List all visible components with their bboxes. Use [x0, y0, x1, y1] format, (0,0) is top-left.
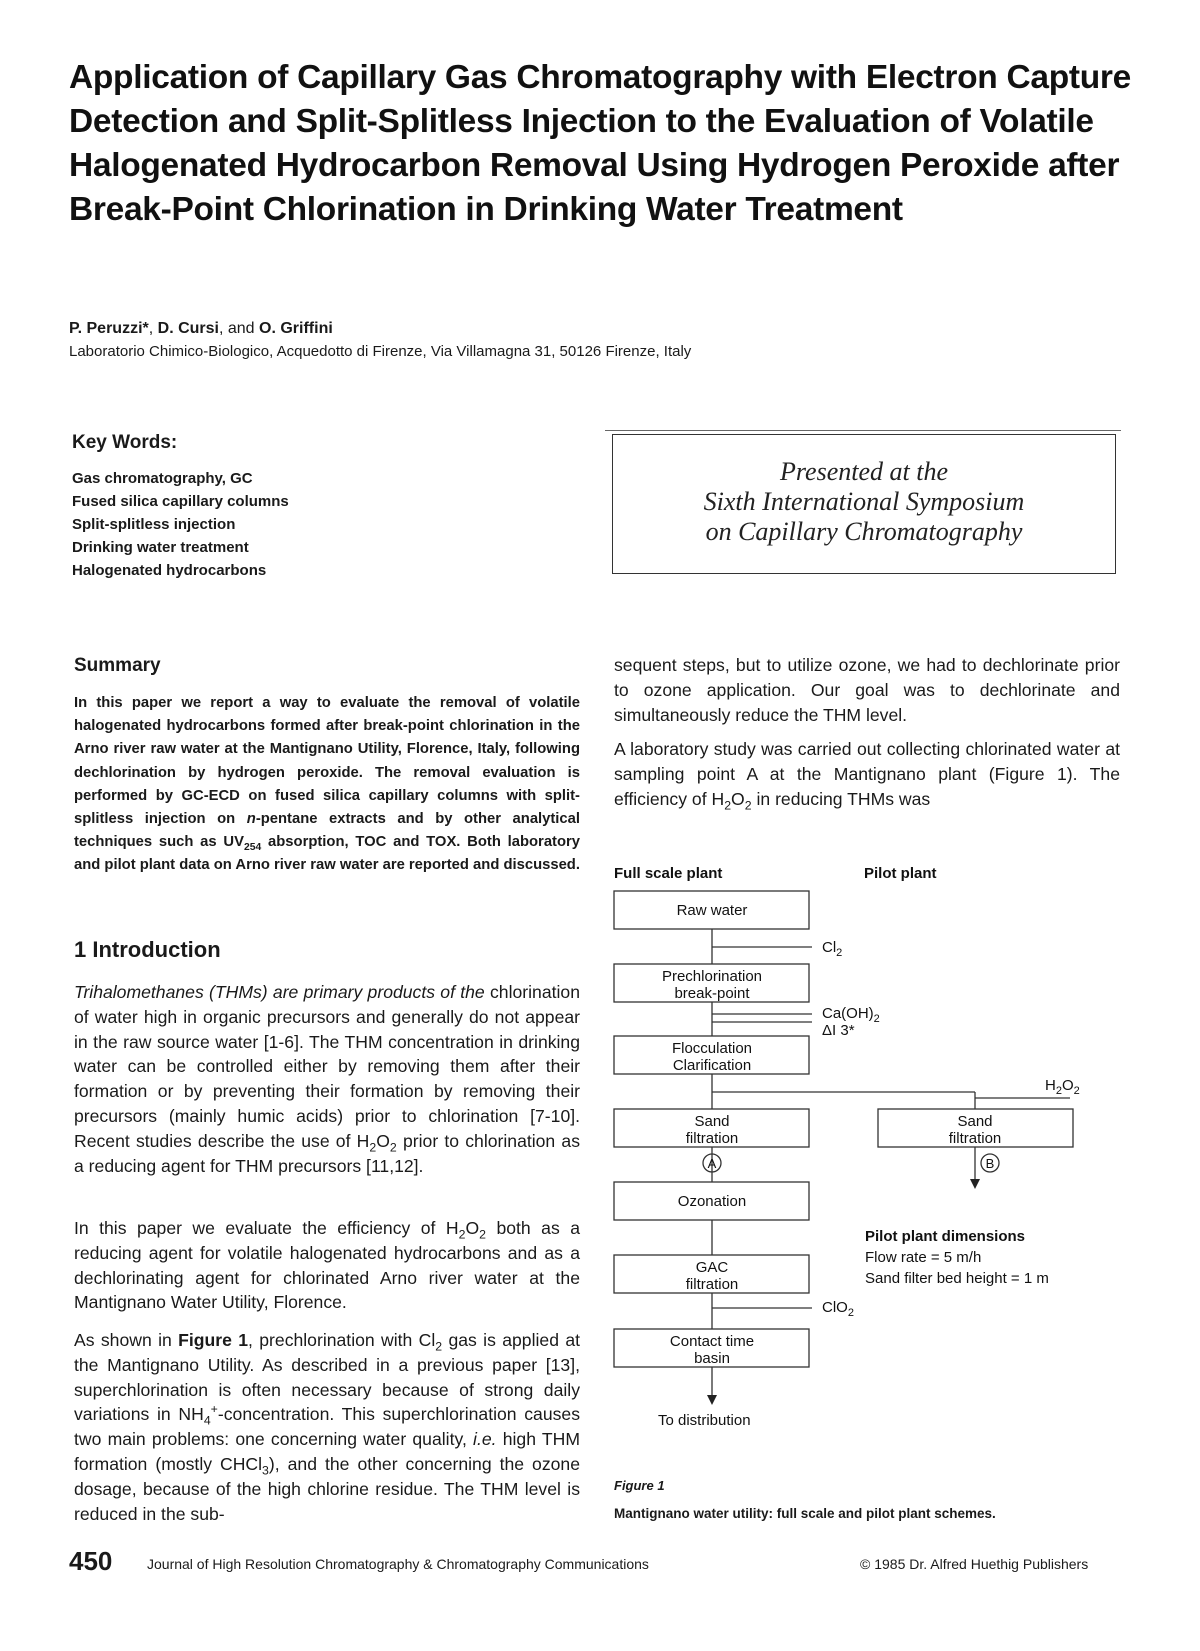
label-pilot-sand-2: filtration	[948, 1130, 1002, 1147]
keyword-item: Split-splitless injection	[72, 516, 236, 533]
intro-paragraph-1	[74, 980, 580, 1178]
subscript: 4	[203, 1413, 211, 1428]
journal-name: Journal of High Resolution Chromatography & Chromatography Communications	[147, 1556, 649, 1572]
keyword-item: Drinking water treatment	[72, 539, 249, 556]
author-sep-2: , and	[218, 320, 260, 337]
label-prechlor-1: Prechlorination	[661, 968, 763, 985]
author-3: O. Griffini	[259, 320, 333, 337]
label-raw-water: Raw water	[676, 902, 748, 919]
intro-italic: Trihalomethanes (THMs) are primary products of the	[74, 982, 485, 1002]
figure-1-diagram	[600, 850, 1200, 1530]
label-sand-2: filtration	[685, 1130, 739, 1147]
reagent-clo2: ClO$_2$	[822, 1299, 854, 1319]
summary-italic-n: n	[246, 811, 256, 828]
subscript: 2	[435, 1339, 443, 1354]
label-contact-2: basin	[694, 1350, 730, 1367]
column-full-scale: Full scale plant	[614, 865, 723, 882]
intro-paragraph-2	[74, 1216, 580, 1315]
label-gac-1: GAC	[695, 1259, 729, 1276]
label-pilot-sand-1: Sand	[957, 1113, 993, 1130]
text-run: high THM formation (mostly CHCl	[74, 1429, 580, 1474]
keyword-item: Fused silica capillary columns	[72, 493, 289, 510]
keyword-item: Halogenated hydrocarbons	[72, 562, 267, 579]
presented-line-1: Presented at the	[780, 457, 948, 486]
pilot-dims-bed: Sand filter bed height = 1 m	[865, 1270, 1049, 1287]
presented-box	[612, 434, 1116, 574]
pilot-dims-heading: Pilot plant dimensions	[865, 1228, 1026, 1245]
summary-text	[74, 692, 580, 878]
page-number: 450	[69, 1546, 113, 1576]
paper-title: Application of Capillary Gas Chromatography with Electron Capture Detection and Split-Splitless Injection to the Evaluation of Volatile Halogenated Hydrocarbon Removal Using Hydrogen Peroxide after Break-Point Chlorination in Drinking Water Treatment	[69, 59, 1131, 228]
text-run: In this paper we evaluate the efficiency of H	[74, 1218, 459, 1238]
summary-part: absorption, TOC and TOX. Both laboratory and pilot plant data on Arno river raw water are reported and discussed.	[74, 834, 581, 874]
figure-reference: Figure 1	[178, 1330, 249, 1350]
text-run: As shown in	[74, 1330, 179, 1350]
text-run: i.e.	[473, 1429, 497, 1450]
reagent-al: ΔI 3*	[822, 1022, 855, 1039]
label-ozonation: Ozonation	[677, 1193, 747, 1210]
text-run: -concentration. This superchlorination causes two main problems: one concerning water quality,	[74, 1404, 580, 1450]
copyright: © 1985 Dr. Alfred Huethig Publishers	[860, 1556, 1089, 1572]
subscript: 2	[744, 798, 752, 813]
reagent-cl2: $Cl_2$	[822, 939, 843, 959]
authors	[69, 320, 333, 338]
text-run: A laboratory study was carried out collecting chlorinated water at sampling point A at the Mantignano plant (Figure 1). The efficiency of H	[614, 739, 1120, 809]
text-run: O	[376, 1130, 390, 1151]
text-run: O	[465, 1218, 480, 1238]
author-2: D. Cursi	[157, 320, 219, 337]
affiliation: Laboratorio Chimico-Biologico, Acquedotto di Firenze, Via Villamagna 31, 50126 Firenze, Italy	[69, 343, 692, 360]
subscript: 3	[262, 1463, 269, 1478]
subscript: 2	[369, 1140, 377, 1155]
summary-part: In this paper we report a way to evaluate the removal of volatile halogenated hydrocarbons formed after break-point chlorination in the Arno river raw water at the Mantignano Utility, Florence, Italy, following dechlorination by hydrogen peroxide. The removal evaluation is performed by GC-ECD on fused silica capillary columns with split-splitless injection on	[74, 695, 580, 828]
pilot-dims-flow: Flow rate = 5 m/h	[865, 1249, 982, 1266]
label-gac-2: filtration	[685, 1276, 739, 1293]
text-run: gas is applied at the Mantignano Utility. As described in a previous paper [13], superchlorination is often necessary because of strong daily variations in NH	[74, 1330, 580, 1425]
subscript: 2	[724, 798, 732, 813]
text-run: in reducing THMs was	[751, 788, 931, 809]
reagent-caoh2: $Ca(OH)_2$	[822, 1005, 880, 1025]
subscript: 2	[479, 1227, 486, 1242]
label-contact-1: Contact time	[669, 1333, 755, 1350]
figure-caption: Mantignano water utility: full scale and pilot plant schemes.	[614, 1506, 996, 1521]
superscript: +	[210, 1402, 218, 1417]
text-run: prior to chlorination as a reducing agent for THM precursors [11,12].	[74, 1130, 580, 1176]
presented-line-2: Sixth International Symposium	[703, 487, 1025, 516]
label-prechlor-2: break-point	[674, 985, 750, 1002]
presented-line-3: on Capillary Chromatography	[705, 517, 1023, 546]
author-sep-1: ,	[148, 320, 158, 337]
sampling-point-a: A	[707, 1156, 717, 1171]
label-floc-2: Clarification	[672, 1057, 752, 1074]
summary-heading: Summary	[74, 655, 161, 676]
text-run: chlorination of water high in organic precursors and generally do not appear in the raw source water [1-6]. The THM concentration in drinking water can be controlled either by removing them after their formation or by preventing their formation by removing their precursors (mainly humic acids) prior to chlorination [7-10]. Recent studies describe the use of H	[74, 982, 580, 1151]
text-run: both as a reducing agent for volatile halogenated hydrocarbons and as a dechlorinating agent for chlorinated Arno river water at the Mantignano Water Utility, Florence.	[74, 1218, 580, 1313]
uv-subscript: 254	[243, 842, 262, 854]
sampling-point-b: B	[985, 1156, 995, 1171]
text-run: O	[731, 788, 745, 809]
figure-label: Figure 1	[614, 1478, 665, 1493]
right-paragraph-1: sequent steps, but to utilize ozone, we had to dechlorinate prior to ozone application. Our goal was to dechlorinate and simultaneously reduce the THM level.	[614, 655, 1120, 725]
keywords-list	[72, 467, 289, 582]
label-sand-1: Sand	[694, 1113, 730, 1130]
reagent-h2o2: $H_2O_2$	[1045, 1077, 1080, 1097]
presented-box-rule	[605, 430, 1121, 431]
column-pilot: Pilot plant	[864, 865, 937, 882]
to-distribution: To distribution	[658, 1412, 751, 1429]
introduction-heading: 1 Introduction	[74, 937, 221, 962]
author-1: P. Peruzzi*	[69, 320, 149, 337]
label-floc-1: Flocculation	[671, 1040, 753, 1057]
text-run: , prechlorination with Cl	[248, 1330, 436, 1350]
intro-paragraph-3	[74, 1328, 580, 1526]
keywords-heading: Key Words:	[72, 432, 178, 453]
subscript: 2	[389, 1140, 397, 1155]
subscript: 2	[458, 1227, 466, 1242]
right-paragraph-2	[614, 737, 1120, 811]
keyword-item: Gas chromatography, GC	[72, 470, 253, 487]
text-run: ), and the other concerning the ozone dosage, because of the high chlorine residue. The THM level is reduced in the sub-	[74, 1453, 580, 1524]
summary-part: -pentane extracts and by other analytical techniques such as UV	[74, 811, 580, 851]
